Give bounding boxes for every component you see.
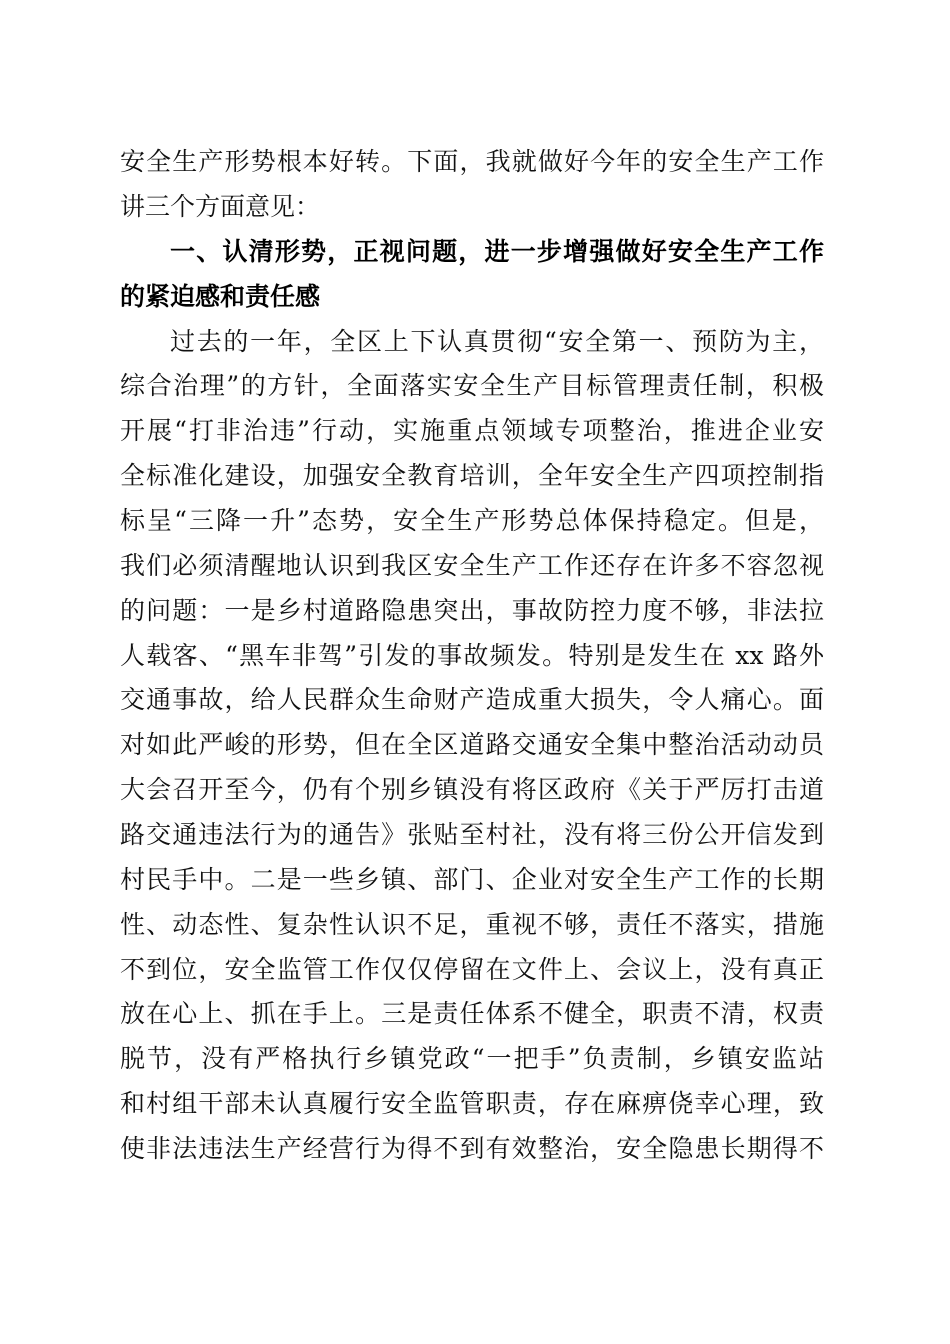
body-text-line: 对如此严峻的形势，但在全区道路交通安全集中整治活动动员: [120, 730, 824, 759]
body-text-line: 全标准化建设，加强安全教育培训，全年安全生产四项控制指: [120, 461, 824, 490]
body-text-line: 脱节，没有严格执行乡镇党政“一把手”负责制，乡镇安监站: [120, 1044, 824, 1073]
body-text-line: 性、动态性、复杂性认识不足，重视不够，责任不落实，措施: [120, 910, 824, 939]
body-text-line: 使非法违法生产经营行为得不到有效整治，安全隐患长期得不: [120, 1134, 824, 1163]
body-text-line: 大会召开至今，仍有个别乡镇没有将区政府《关于严厉打击道: [120, 775, 824, 804]
body-text-line: 放在心上、抓在手上。三是责任体系不健全，职责不清，权责: [120, 999, 824, 1028]
body-text-line: 开展“打非治违”行动，实施重点领域专项整治，推进企业安: [120, 416, 824, 445]
body-text-line: 安全生产形势根本好转。下面，我就做好今年的安全生产工作: [120, 147, 824, 176]
body-text-line: 讲三个方面意见：: [120, 192, 321, 221]
body-text-line: 的问题：一是乡村道路隐患突出，事故防控力度不够，非法拉: [120, 596, 824, 625]
body-text-line: 路交通违法行为的通告》张贴至村社，没有将三份公开信发到: [120, 820, 824, 849]
section-heading-continued: 的紧迫感和责任感: [120, 282, 321, 311]
body-text-line: 我们必须清醒地认识到我区安全生产工作还存在许多不容忽视: [120, 551, 824, 580]
body-text-line: 村民手中。二是一些乡镇、部门、企业对安全生产工作的长期: [120, 865, 824, 894]
section-heading: 一、认清形势，正视问题，进一步增强做好安全生产工作: [170, 237, 824, 266]
body-text-line: 综合治理”的方针，全面落实安全生产目标管理责任制，积极: [120, 371, 824, 400]
body-text-line: 和村组干部未认真履行安全监管职责，存在麻痹侥幸心理，致: [120, 1089, 824, 1118]
body-text-line: 标呈“三降一升”态势，安全生产形势总体保持稳定。但是，: [120, 506, 824, 535]
body-text-line: 交通事故，给人民群众生命财产造成重大损失，令人痛心。面: [120, 685, 824, 714]
paragraph-first-line: 过去的一年，全区上下认真贯彻“安全第一、预防为主，: [170, 327, 824, 356]
body-text-line: 不到位，安全监管工作仅仅停留在文件上、会议上，没有真正: [120, 955, 824, 984]
body-text-line: 人载客、“黑车非驾”引发的事故频发。特别是发生在 xx 路外: [120, 641, 824, 670]
